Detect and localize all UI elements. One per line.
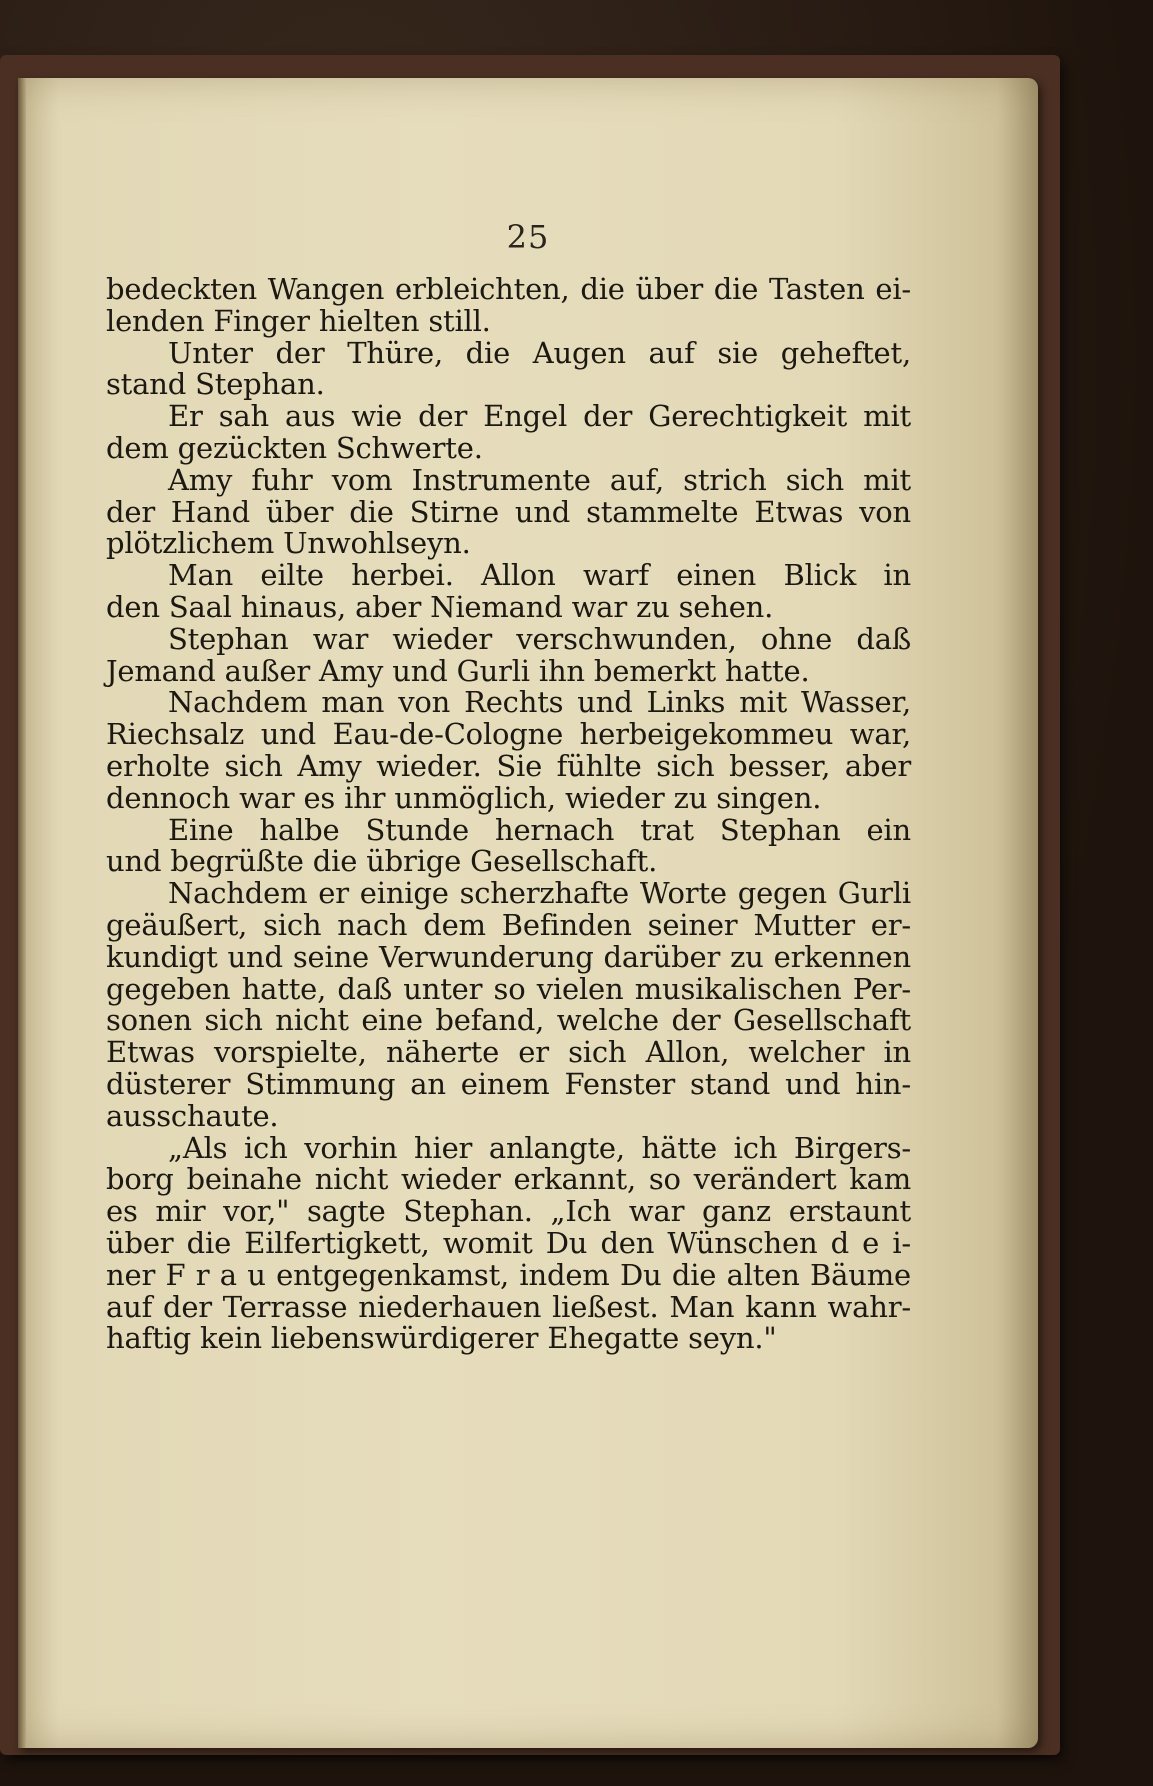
book-page [18,78,1038,1748]
text-line: Nachdem er einige scherzhafte Worte gegen Gurli [168,876,911,911]
text-line: „Als ich vorhin hier anlangte, hätte ich Birgers- [168,1130,911,1165]
text-line: Man eilte herbei. Allon warf einen Blick in [168,558,911,593]
text-line: ausschaute. [106,1098,279,1133]
text-line: geäußert, sich nach dem Befinden seiner Mutter er- [106,907,911,942]
body-text [106,274,911,1355]
text-line: bedeckten Wangen erbleichten, die über die Tasten ei- [106,272,911,306]
text-line: dennoch war es ihr unmöglich, wieder zu singen. [106,780,822,815]
text-line: gegeben hatte, daß unter so vielen musikalischen Per- [106,971,911,1006]
page-gutter [18,78,26,1748]
text-line: Riechsalz und Eau-de-Cologne herbeigekommeu war, [106,717,911,752]
text-line: haftig kein liebenswürdigerer Ehegatte seyn." [106,1321,777,1356]
text-line: den Saal hinaus, aber Niemand war zu sehen. [106,589,774,624]
text-line: ner F r a u entgegenkamst, indem Du die alten Bäume [106,1257,911,1292]
text-line: über die Eilfertigkett, womit Du den Wünschen d e i- [106,1225,911,1260]
text-line: dem gezückten Schwerte. [106,430,483,465]
text-line: borg beinahe nicht wieder erkannt, so verändert kam [106,1162,911,1197]
text-line: und begrüßte die übrige Gesellschaft. [106,844,658,879]
text-line: Er sah aus wie der Engel der Gerechtigkeit mit [168,399,911,434]
text-line: Eine halbe Stunde hernach trat Stephan ein [168,812,911,847]
page-number: 25 [506,218,550,256]
text-line: Etwas vorspielte, näherte er sich Allon, welcher in [106,1035,911,1070]
text-line: stand Stephan. [106,367,325,402]
text-line: plötzlichem Unwohlseyn. [106,526,471,561]
text-line: Stephan war wieder verschwunden, ohne daß [168,621,911,656]
text-line: kundigt und seine Verwunderung darüber zu erkennen [106,939,911,974]
text-line: der Hand über die Stirne und stammelte Etwas von [106,494,911,529]
text-line: düsterer Stimmung an einem Fenster stand und hin- [106,1066,911,1101]
text-line: lenden Finger hielten still. [106,303,491,338]
text-line: sonen sich nicht eine befand, welche der Gesellschaft [106,1003,911,1038]
text-line: es mir vor," sagte Stephan. „Ich war ganz erstaunt [106,1194,911,1229]
text-line: erholte sich Amy wieder. Sie fühlte sich besser, aber [106,748,911,783]
text-line: Nachdem man von Rechts und Links mit Wasser, [168,685,911,720]
text-line: Jemand außer Amy und Gurli ihn bemerkt hatte. [106,653,810,688]
text-line: Unter der Thüre, die Augen auf sie geheftet, [168,335,911,370]
text-line: Amy fuhr vom Instrumente auf, strich sich mit [168,462,911,497]
text-line: auf der Terrasse niederhauen ließest. Man kann wahr- [106,1289,911,1324]
